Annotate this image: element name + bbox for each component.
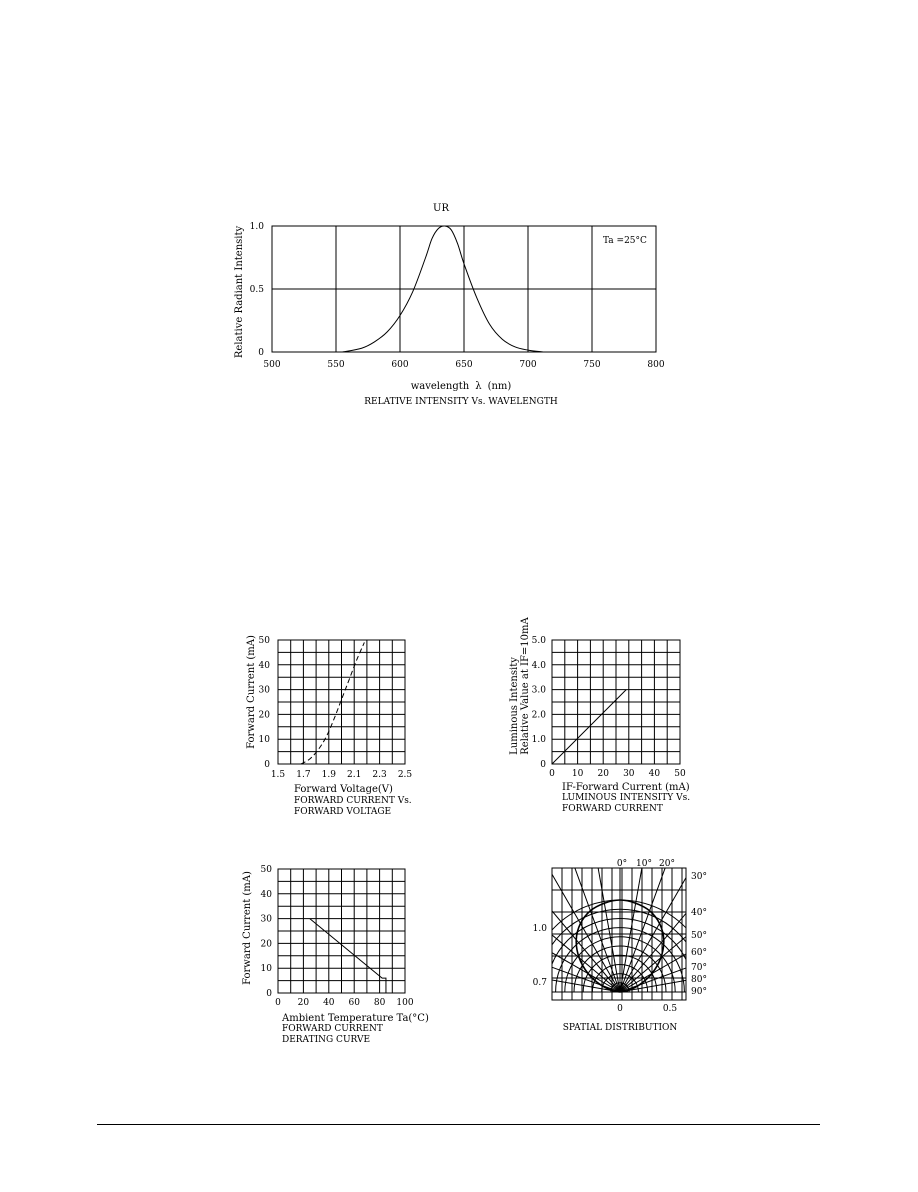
spectrum-chart xyxy=(234,203,665,407)
luminous-y-axis-label-2: Relative Value at IF=10mA xyxy=(520,617,531,755)
spatial-grid xyxy=(420,792,820,1000)
luminous-caption-line-1: LUMINOUS INTENSITY Vs. xyxy=(562,793,690,803)
luminous-x-tick-label: 50 xyxy=(674,769,686,779)
luminous-y-tick-label: 3.0 xyxy=(532,686,547,696)
iv-y-tick-label: 10 xyxy=(259,735,271,745)
luminous-y-tick-label: 2.0 xyxy=(532,710,547,720)
spatial-angle-label: 30° xyxy=(691,872,707,882)
iv-y-tick-label: 30 xyxy=(259,686,271,696)
spectrum-caption: RELATIVE INTENSITY Vs. WAVELENGTH xyxy=(364,397,558,407)
spectrum-y-tick-label: 0 xyxy=(258,348,264,358)
derating-y-axis-label: Forward Current (mA) xyxy=(242,871,253,985)
luminous-chart xyxy=(509,617,690,814)
derating-y-tick-label: 30 xyxy=(261,915,273,925)
spatial-angle-label: 80° xyxy=(691,975,707,985)
iv-x-tick-label: 2.5 xyxy=(398,770,413,780)
luminous-x-tick-label: 10 xyxy=(572,769,584,779)
luminous-x-axis-label: IF-Forward Current (mA) xyxy=(562,782,690,793)
iv-x-axis-label: Forward Voltage(V) xyxy=(294,784,393,795)
iv-x-tick-label: 1.7 xyxy=(296,770,311,780)
derating-caption-line-2: DERATING CURVE xyxy=(282,1035,370,1045)
spatial-chart xyxy=(420,792,820,1033)
spectrum-title: UR xyxy=(433,203,449,214)
derating-y-tick-label: 40 xyxy=(261,890,273,900)
spatial-angle-line xyxy=(447,892,620,992)
derating-x-tick-label: 40 xyxy=(323,998,335,1008)
derating-x-tick-label: 0 xyxy=(275,998,281,1008)
iv-chart xyxy=(246,635,412,817)
iv-caption-line-2: FORWARD VOLTAGE xyxy=(294,807,391,817)
spectrum-x-tick-label: 500 xyxy=(263,360,280,370)
footer-rule xyxy=(97,1124,820,1125)
derating-grid xyxy=(278,869,405,993)
spatial-angle-label: 20° xyxy=(659,859,675,869)
spectrum-x-tick-label: 600 xyxy=(391,360,408,370)
derating-y-tick-label: 20 xyxy=(261,939,273,949)
lambda-symbol: λ xyxy=(475,381,482,392)
iv-y-tick-label: 20 xyxy=(259,710,271,720)
spectrum-x-tick-label: 700 xyxy=(519,360,536,370)
spectrum-y-tick-label: 1.0 xyxy=(250,222,265,232)
iv-x-tick-label: 1.9 xyxy=(322,770,337,780)
derating-y-tick-label: 50 xyxy=(261,865,273,875)
iv-tick-labels xyxy=(259,636,413,780)
spectrum-x-tick-label: 650 xyxy=(455,360,472,370)
luminous-x-tick-label: 0 xyxy=(549,769,555,779)
luminous-caption-line-2: FORWARD CURRENT xyxy=(562,804,663,814)
luminous-x-tick-label: 30 xyxy=(623,769,635,779)
luminous-x-tick-label: 20 xyxy=(597,769,609,779)
iv-caption-line-1: FORWARD CURRENT Vs. xyxy=(294,796,412,806)
spectrum-x-tick-label: 750 xyxy=(583,360,600,370)
spatial-caption: SPATIAL DISTRIBUTION xyxy=(563,1023,678,1033)
luminous-y-tick-label: 0 xyxy=(540,760,546,770)
iv-y-tick-label: 40 xyxy=(259,661,271,671)
iv-x-tick-label: 2.3 xyxy=(372,770,387,780)
iv-y-tick-label: 0 xyxy=(264,760,270,770)
spatial-left-label-1: 1.0 xyxy=(533,924,548,934)
spectrum-x-axis-label xyxy=(411,381,512,392)
spectrum-annotation: Ta =25°C xyxy=(603,236,647,246)
spectrum-y-axis-label: Relative Radiant Intensity xyxy=(234,226,245,359)
iv-series xyxy=(301,642,365,764)
derating-chart xyxy=(242,865,429,1045)
luminous-y-axis-label-1: Luminous Intensity xyxy=(509,657,520,755)
derating-y-tick-label: 0 xyxy=(266,989,272,999)
spatial-angle-label: 90° xyxy=(691,987,707,997)
derating-x-tick-label: 100 xyxy=(396,998,413,1008)
iv-data-line xyxy=(301,642,365,764)
iv-y-axis-label: Forward Current (mA) xyxy=(246,635,257,749)
derating-tick-labels xyxy=(261,865,414,1008)
iv-x-tick-label: 2.1 xyxy=(347,770,361,780)
spectrum-x-tick-label: 800 xyxy=(647,360,664,370)
spectrum-grid xyxy=(272,226,656,352)
derating-y-tick-label: 10 xyxy=(261,964,273,974)
spatial-angle-label: 40° xyxy=(691,908,707,918)
luminous-y-tick-label: 4.0 xyxy=(532,661,547,671)
spatial-bottom-label-2: 0.5 xyxy=(663,1004,678,1014)
spatial-angle-label: 10° xyxy=(636,859,652,869)
iv-grid xyxy=(278,640,405,764)
spectrum-y-tick-label: 0.5 xyxy=(250,285,265,295)
spatial-left-label-2: 0.7 xyxy=(533,978,548,988)
spectrum-x-tick-label: 550 xyxy=(327,360,344,370)
derating-caption-line-1: FORWARD CURRENT xyxy=(282,1024,383,1034)
derating-x-tick-label: 80 xyxy=(374,998,386,1008)
derating-x-tick-label: 60 xyxy=(348,998,360,1008)
spatial-angle-label: 60° xyxy=(691,948,707,958)
iv-y-tick-label: 50 xyxy=(259,636,271,646)
spatial-bottom-label-1: 0 xyxy=(617,1004,623,1014)
luminous-y-tick-label: 1.0 xyxy=(532,735,547,745)
luminous-x-tick-label: 40 xyxy=(649,769,661,779)
spatial-angle-label: 50° xyxy=(691,931,707,941)
luminous-y-tick-label: 5.0 xyxy=(532,636,547,646)
derating-x-tick-label: 20 xyxy=(298,998,310,1008)
spatial-angle-label: 0° xyxy=(617,859,627,869)
spectrum-x-label-unit: (nm) xyxy=(488,381,512,392)
spectrum-x-label-prefix: wavelength xyxy=(411,381,470,392)
spatial-angle-label: 70° xyxy=(691,963,707,973)
iv-x-tick-label: 1.5 xyxy=(271,770,286,780)
derating-x-axis-label: Ambient Temperature Ta(°C) xyxy=(281,1013,429,1024)
